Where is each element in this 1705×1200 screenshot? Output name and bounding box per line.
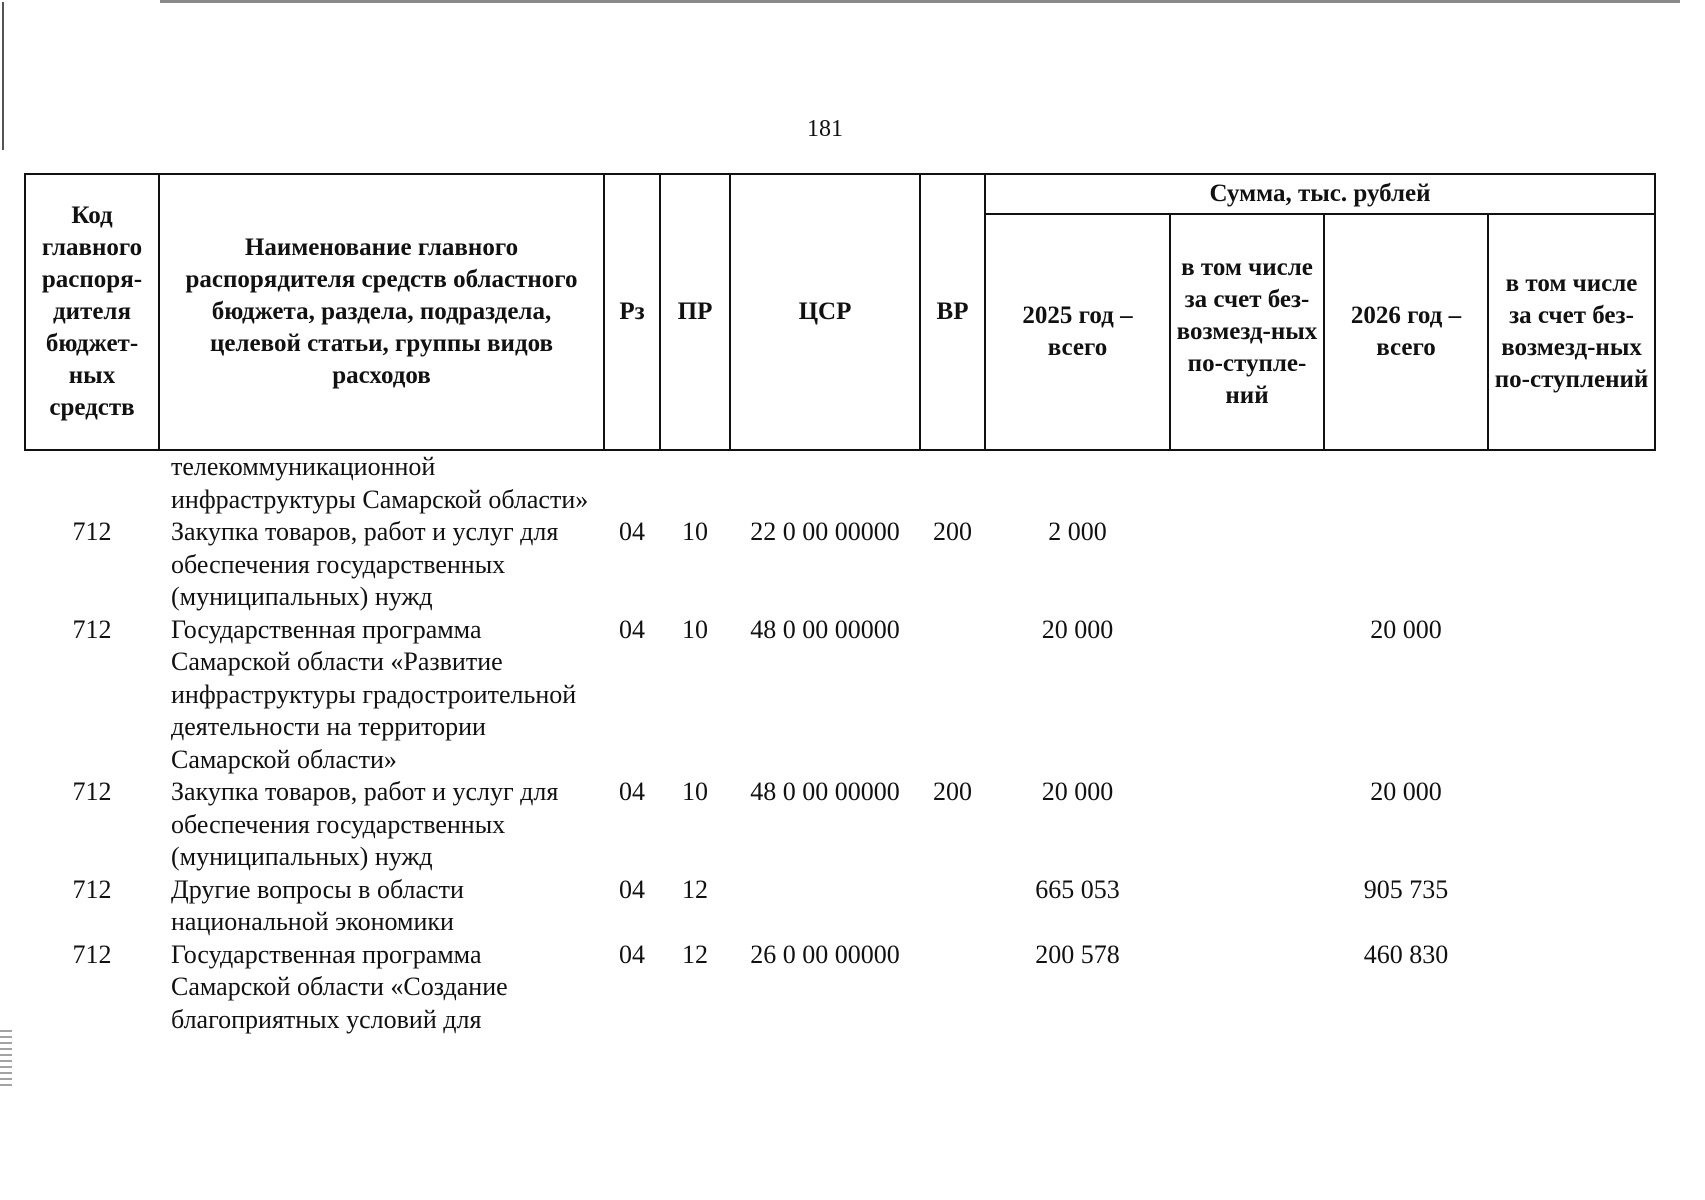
cell-2025-free (1170, 939, 1324, 1037)
cell-rz: 04 (619, 939, 645, 969)
cell-rz (604, 450, 660, 516)
cell-code (25, 450, 159, 516)
cell-2026-free (1488, 939, 1655, 1037)
cell-code: 712 (72, 517, 112, 546)
cell-2025-free (1170, 874, 1324, 939)
cell-pr: 10 (682, 517, 708, 546)
cell-csr: 48 0 00 00000 (750, 777, 900, 806)
table-row (25, 776, 1655, 874)
cell-csr (730, 874, 920, 939)
cell-rz: 04 (619, 874, 645, 904)
cell-2025-free (1170, 450, 1324, 516)
cell-2026-free (1488, 614, 1655, 777)
header-2026-total: 2026 год – всего (1324, 214, 1488, 450)
cell-2025-free (1170, 614, 1324, 777)
page-number: 181 (807, 116, 843, 142)
header-sum-group: Сумма, тыс. рублей (985, 174, 1655, 214)
cell-vr: 200 (933, 517, 972, 546)
table-row (25, 939, 1655, 1037)
cell-2026-free (1488, 874, 1655, 939)
budget-table (24, 173, 1656, 1036)
header-2025-free: в том числе за счет без-возмезд-ных по-ступле-ний (1170, 214, 1324, 450)
cell-2025-free (1170, 516, 1324, 614)
cell-2026-total: 20 000 (1370, 777, 1442, 806)
cell-2026-total (1324, 450, 1488, 516)
cell-2026-total (1324, 516, 1488, 614)
cell-pr: 10 (682, 777, 708, 806)
cell-pr: 10 (682, 614, 708, 644)
cell-rz: 04 (619, 614, 645, 644)
cell-2026-free (1488, 516, 1655, 614)
cell-code: 712 (72, 874, 112, 904)
header-code: Код главного распоря-дителя бюджет-ных средств (25, 174, 159, 450)
cell-rz: 04 (619, 777, 645, 806)
cell-code: 712 (72, 939, 112, 969)
table-row (25, 450, 1655, 516)
header-csr: ЦСР (730, 174, 920, 450)
cell-name: Государственная программа Самарской области «Развитие инфраструктуры градостроительной деятельности на территории Самарской области» (171, 614, 577, 774)
cell-csr: 48 0 00 00000 (750, 614, 900, 644)
table-row (25, 516, 1655, 614)
cell-pr (660, 450, 730, 516)
cell-rz: 04 (619, 517, 645, 546)
cell-pr: 12 (682, 939, 708, 969)
cell-2025-total: 665 053 (1035, 874, 1120, 904)
cell-2025-total: 2 000 (1048, 517, 1107, 546)
cell-name: Государственная программа Самарской области «Создание благоприятных условий для (171, 939, 508, 1034)
cell-name: Другие вопросы в области национальной экономики (171, 874, 464, 936)
cell-code: 712 (72, 777, 112, 806)
cell-name: телекоммуникационной инфраструктуры Самарской области» (171, 452, 589, 514)
top-border-line (160, 0, 1680, 3)
header-vr: ВР (920, 174, 985, 450)
cell-csr (730, 450, 920, 516)
cell-2026-total: 460 830 (1363, 939, 1449, 969)
cell-csr: 22 0 00 00000 (750, 517, 900, 546)
cell-2026-free (1488, 450, 1655, 516)
scan-artifact (0, 1030, 12, 1090)
cell-2025-free (1170, 776, 1324, 874)
header-2025-total: 2025 год – всего (985, 214, 1170, 450)
table-body (25, 450, 1655, 1036)
header-rz: Рз (604, 174, 660, 450)
cell-code: 712 (72, 614, 112, 644)
cell-vr: 200 (933, 777, 972, 806)
cell-csr: 26 0 00 00000 (750, 939, 900, 969)
cell-vr (920, 614, 985, 777)
cell-2025-total: 200 578 (1035, 939, 1120, 969)
cell-2026-total: 20 000 (1370, 614, 1442, 644)
cell-2025-total: 20 000 (1041, 777, 1114, 806)
cell-2026-free (1488, 776, 1655, 874)
cell-pr: 12 (682, 874, 708, 904)
cell-vr (920, 939, 985, 1037)
cell-2026-total: 905 735 (1363, 874, 1449, 904)
table-row (25, 874, 1655, 939)
header-pr: ПР (660, 174, 730, 450)
table-header (25, 174, 1655, 450)
cell-name: Закупка товаров, работ и услуг для обеспечения государственных (муниципальных) нужд (171, 517, 559, 611)
cell-vr (920, 874, 985, 939)
header-name: Наименование главного распорядителя средств областного бюджета, раздела, подраздела, целевой статьи, группы видов расходов (159, 174, 604, 450)
cell-2025-total (985, 450, 1170, 516)
header-2026-free: в том числе за счет без-возмезд-ных по-ступлений (1488, 214, 1655, 450)
cell-2025-total: 20 000 (1041, 614, 1114, 644)
cell-name: Закупка товаров, работ и услуг для обеспечения государственных (муниципальных) нужд (171, 777, 559, 871)
table-row (25, 614, 1655, 777)
cell-vr (920, 450, 985, 516)
